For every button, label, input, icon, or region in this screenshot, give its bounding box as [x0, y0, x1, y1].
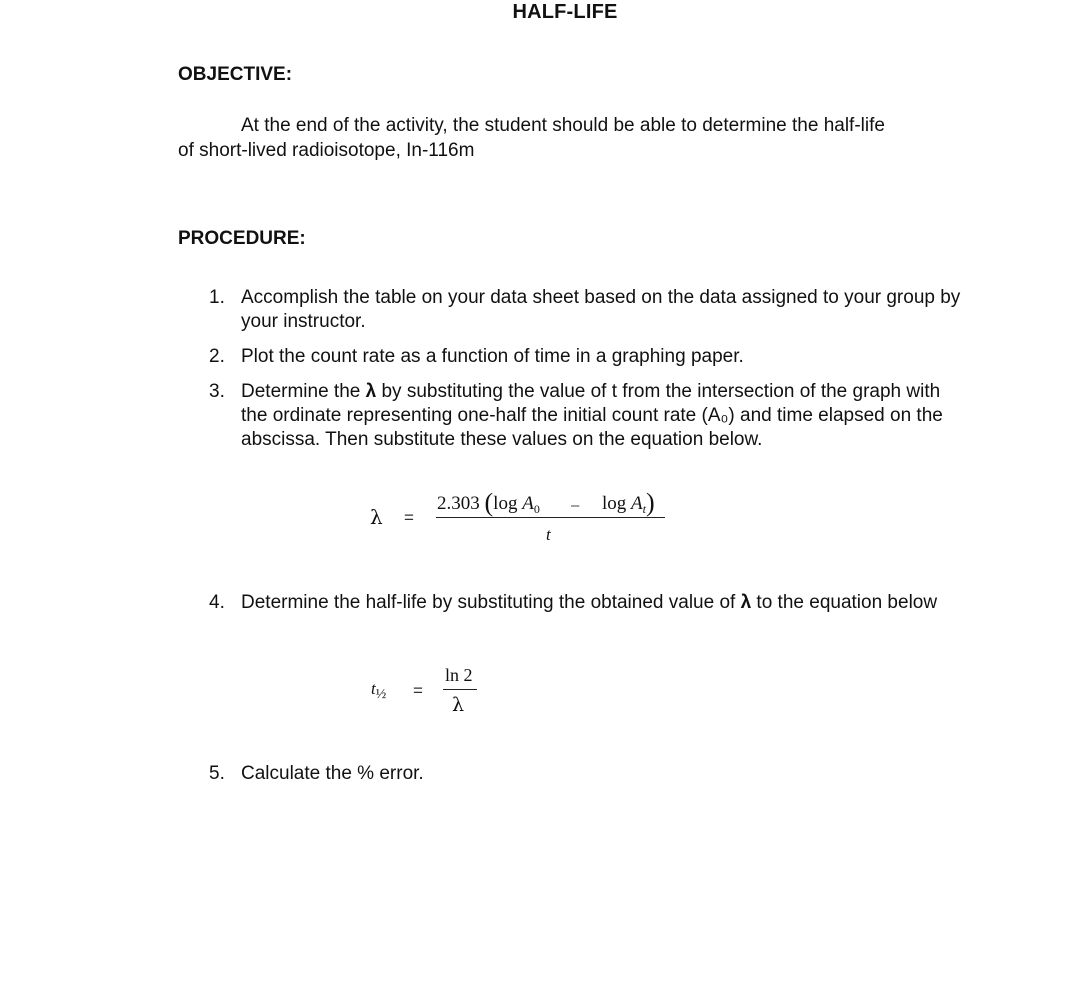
equals-sign: = — [413, 681, 423, 700]
procedure-step-1 — [209, 286, 961, 334]
step-text: Calculate the % error. — [241, 763, 424, 784]
step-text — [241, 591, 961, 615]
initial-activity-symbol: A — [522, 493, 534, 514]
activity-at-t-symbol: A — [631, 493, 643, 514]
subscript-t: t — [642, 502, 646, 516]
step-text-before: Determine the — [241, 381, 366, 402]
subscript-half: ½ — [375, 687, 387, 702]
procedure-step-3 — [209, 380, 961, 452]
step-text-after: by substituting the value of t from the intersection of the graph with the ordinate representing one-half the initial count rate (A₀) and time elapsed on the abscissa. Then substitute these values on the equation below. — [241, 381, 943, 450]
objective-heading: OBJECTIVE: — [178, 64, 293, 85]
step-number: 2. — [209, 346, 225, 367]
step-text-after: to the equation below — [751, 592, 938, 613]
denominator-time — [546, 524, 551, 546]
step-text-before: Determine the half-life by substituting the obtained value of — [241, 592, 741, 613]
procedure-step-2 — [209, 345, 961, 369]
minus-sign: – — [571, 497, 580, 514]
procedure-step-4 — [209, 591, 961, 615]
lambda-lhs: λ — [370, 505, 383, 529]
numerator-ln2: ln 2 — [445, 665, 473, 685]
close-paren: ) — [645, 488, 655, 517]
numerator-coefficient — [437, 490, 540, 516]
step-text — [241, 380, 961, 452]
page-title: HALF-LIFE — [512, 1, 618, 23]
step-number: 5. — [209, 763, 225, 784]
equals-sign: = — [404, 508, 414, 527]
objective-text — [178, 113, 978, 163]
lambda-symbol: λ — [740, 592, 752, 613]
coefficient: 2.303 — [437, 493, 480, 514]
fraction-bar — [436, 517, 665, 518]
step-text: Plot the count rate as a function of time in a graphing paper. — [241, 346, 744, 367]
procedure-heading: PROCEDURE: — [178, 228, 306, 249]
numerator-second-term — [602, 490, 655, 516]
open-paren: ( — [484, 488, 494, 517]
step-number: 3. — [209, 381, 225, 402]
half-life-lhs — [371, 678, 386, 702]
step-text: Accomplish the table on your data sheet based on the data assigned to your group by your instructor. — [241, 287, 961, 332]
step-number: 4. — [209, 592, 225, 613]
lambda-symbol: λ — [365, 381, 377, 402]
time-symbol: t — [546, 525, 551, 544]
objective-line-1: At the end of the activity, the student should be able to determine the half-life — [241, 115, 885, 136]
subscript-zero: 0 — [533, 502, 540, 516]
procedure-step-5 — [209, 762, 961, 786]
denominator-lambda: λ — [452, 694, 465, 716]
t-symbol: t — [371, 679, 376, 698]
log-label: log — [602, 493, 627, 514]
step-number: 1. — [209, 287, 225, 308]
fraction-bar — [443, 689, 477, 690]
objective-line-2: of short-lived radioisotope, In-116m — [178, 140, 475, 161]
log-label: log — [493, 493, 518, 514]
